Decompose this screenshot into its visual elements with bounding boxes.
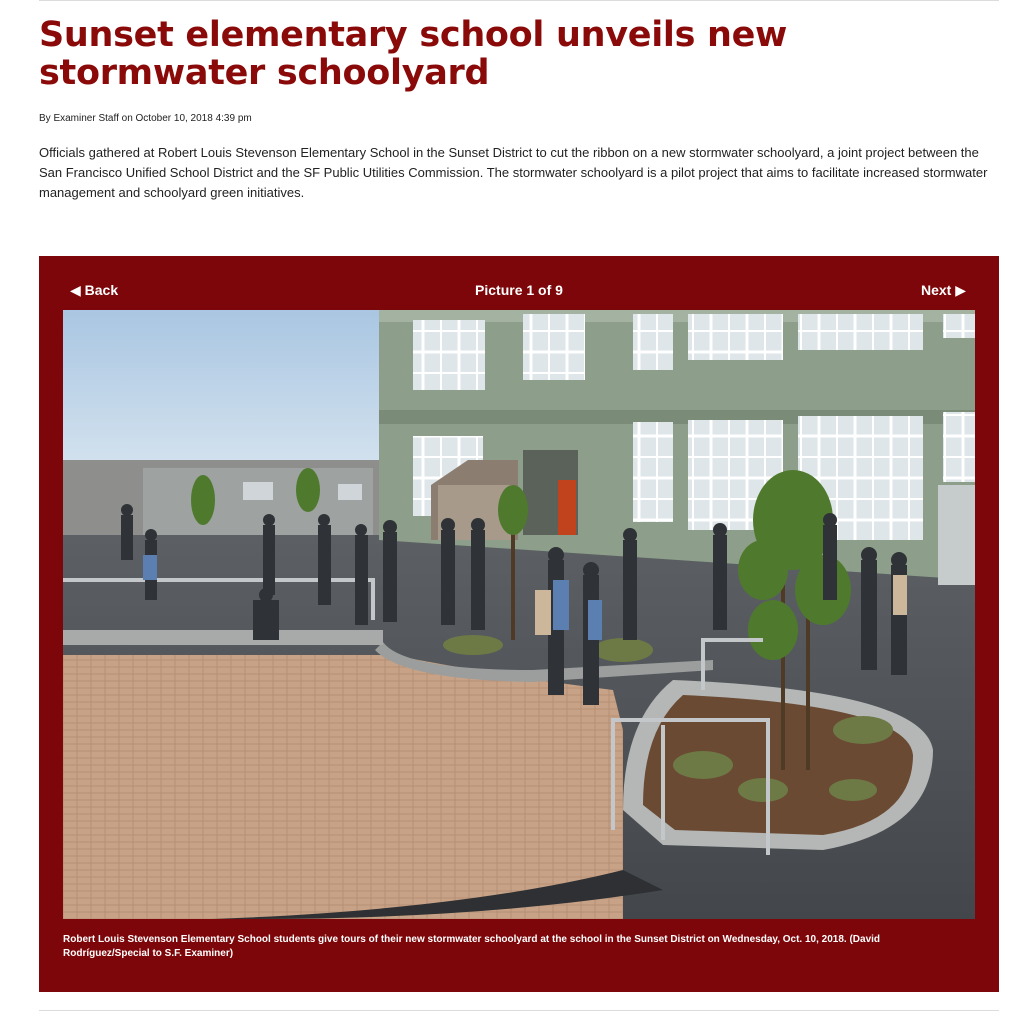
top-divider xyxy=(39,0,999,1)
photo-caption: Robert Louis Stevenson Elementary School students give tours of their new stormwater schoolyard at the school in the Sunset District on Wednesday, Oct. 10, 2018. (David Rodríguez/Special to S.F. Examiner) xyxy=(63,934,881,959)
article-byline: By Examiner Staff on October 10, 2018 4:39 pm xyxy=(39,113,252,124)
article-headline: Sunset elementary school unveils new stormwater schoolyard xyxy=(39,15,788,93)
bottom-divider xyxy=(39,1010,999,1011)
gallery-photo[interactable] xyxy=(63,310,975,919)
gallery-next-button[interactable]: Next ▶ xyxy=(920,282,966,298)
photo-gallery xyxy=(39,256,999,992)
article-lede: Officials gathered at Robert Louis Stevenson Elementary School in the Sunset District to cut the ribbon on a new stormwater schoolyard, a joint project between the San Francisco Unified School District and the SF Public Utilities Commission. The stormwater schoolyard is a pilot project that aims to facilitate increased stormwater management and schoolyard green initiatives. xyxy=(39,145,988,200)
gallery-counter: Picture 1 of 9 xyxy=(475,282,563,298)
gallery-back-button[interactable]: ◀ Back xyxy=(70,282,119,298)
